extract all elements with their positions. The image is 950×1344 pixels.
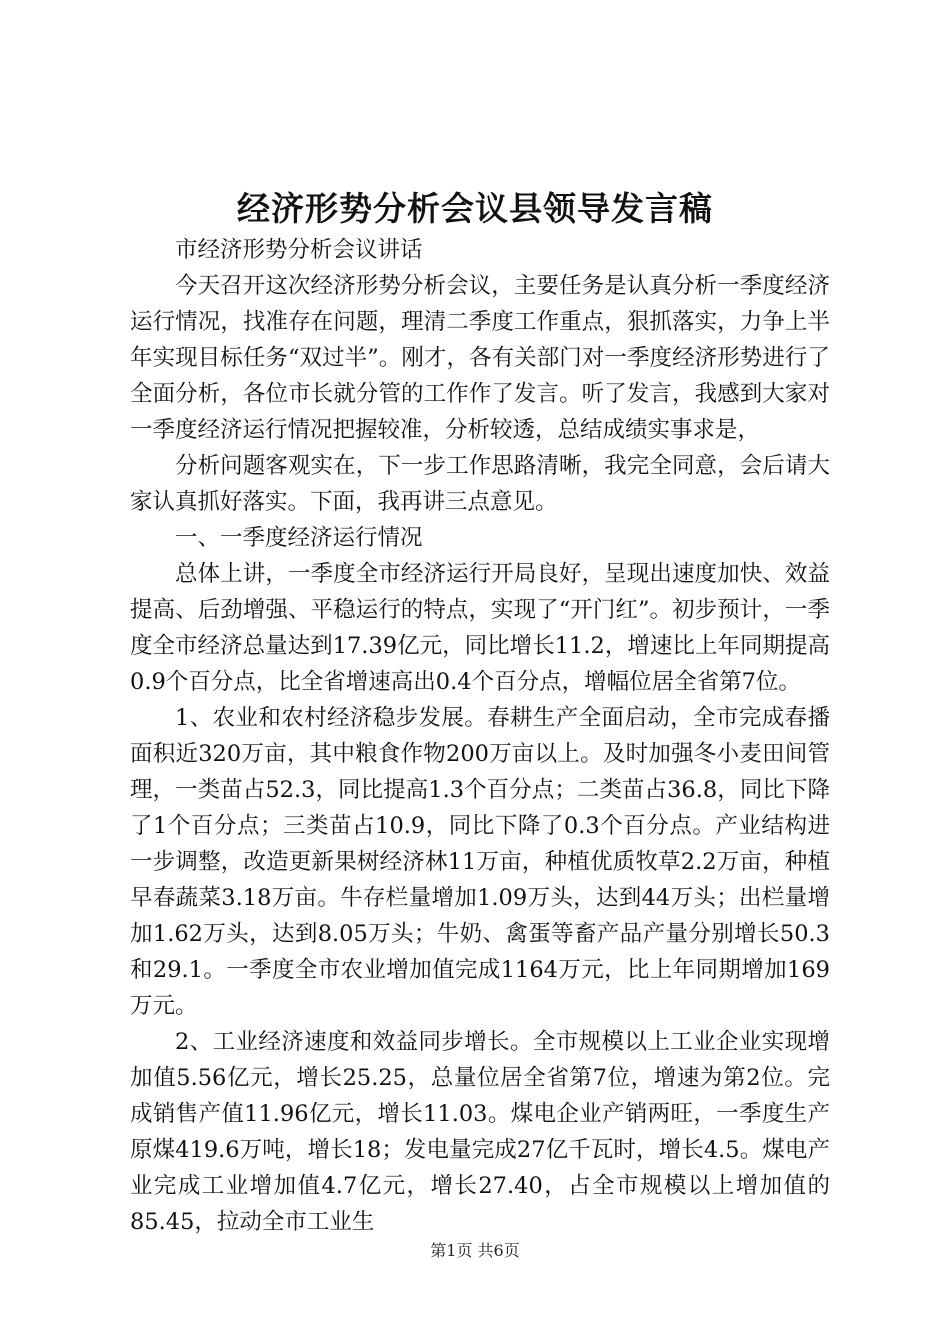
paragraph-industry: 2、工业经济速度和效益同步增长。全市规模以上工业企业实现增加值5.56亿元，增长25.25，总量位居全省第7位，增速为第2位。完成销售产值11.96亿元，增长11.03。煤电企业产销两旺，一季度生产原煤419.6万吨，增长18；发电量完成27亿千瓦时，增长4.5。煤电产业完成工业增加值4.7亿元，增长27.40，占全市规模以上增加值的85.45，拉动全市工业生	[130, 1029, 830, 1235]
page-title: 经济形势分析会议县领导发言稿	[237, 189, 713, 228]
paragraph-subtitle: 市经济形势分析会议讲话	[175, 237, 423, 263]
paragraph-agreement: 分析问题客观实在，下一步工作思路清晰，我完全同意，会后请大家认真抓好落实。下面，我再讲三点意见。	[130, 453, 830, 515]
paragraph-agriculture: 1、农业和农村经济稳步发展。春耕生产全面启动，全市完成春播面积近320万亩，其中粮食作物200万亩以上。及时加强冬小麦田间管理，一类苗占52.3，同比提高1.3个百分点；二类苗占36.8，同比下降了1个百分点；三类苗占10.9，同比下降了0.3个百分点。产业结构进一步调整，改造更新果树经济林11万亩，种植优质牧草2.2万亩，种植早春蔬菜3.18万亩。牛存栏量增加1.09万头，达到44万头；出栏量增加1.62万头，达到8.05万头；牛奶、禽蛋等畜产品产量分别增长50.3和29.1。一季度全市农业增加值完成1164万元，比上年同期增加169万元。	[130, 705, 830, 1019]
paragraph-overview: 总体上讲，一季度全市经济运行开局良好，呈现出速度加快、效益提高、后劲增强、平稳运行的特点，实现了“开门红”。初步预计，一季度全市经济总量达到17.39亿元，同比增长11.2，增速比上年同期提高0.9个百分点，比全省增速高出0.4个百分点，增幅位居全省第7位。	[130, 561, 830, 695]
section-heading-1: 一、一季度经济运行情况	[175, 525, 423, 551]
page-number-footer: 第1页 共6页	[430, 1241, 520, 1260]
document-body	[130, 232, 830, 1240]
paragraph-intro: 今天召开这次经济形势分析会议，主要任务是认真分析一季度经济运行情况，找准存在问题，理清二季度工作重点，狠抓落实，力争上半年实现目标任务“双过半”。刚才，各有关部门对一季度经济形势进行了全面分析，各位市长就分管的工作作了发言。听了发言，我感到大家对一季度经济运行情况把握较准，分析较透，总结成绩实事求是，	[130, 273, 830, 443]
